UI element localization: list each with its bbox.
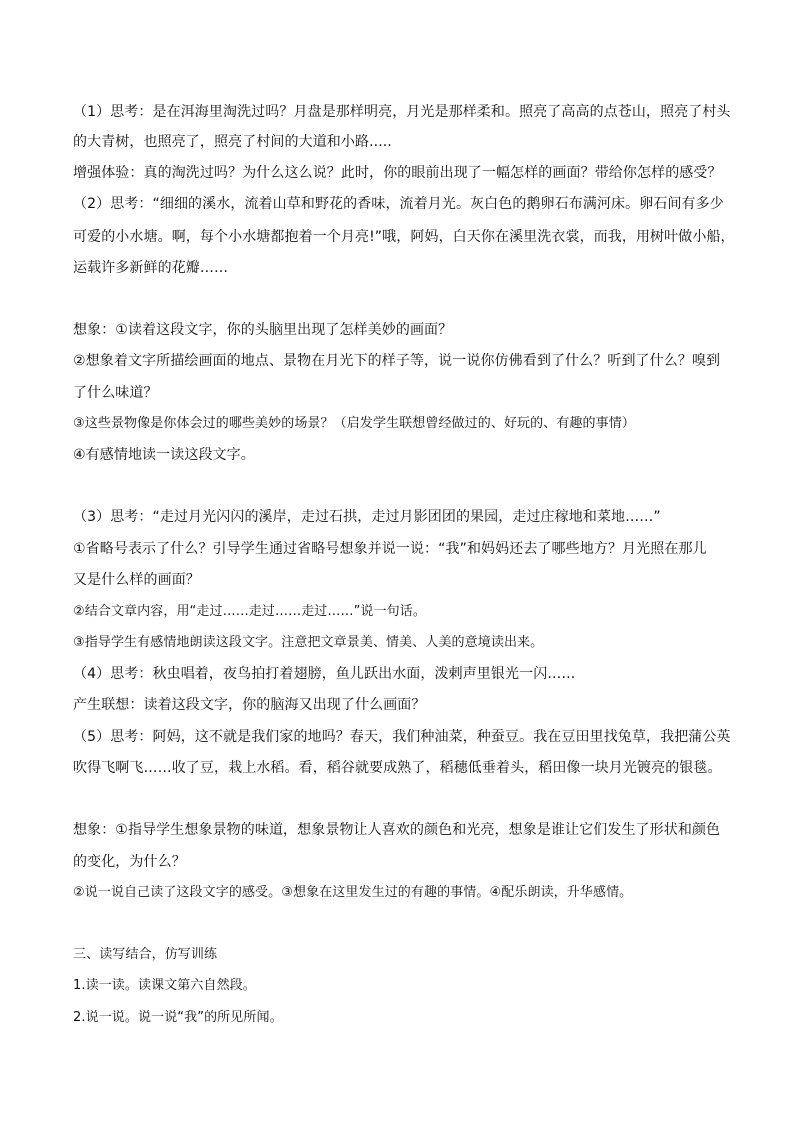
paragraph-line-4: （2）思考：“细细的溪水，流着山草和野花的香味，流着月光。灰白色的鹅卵石布满河床。卵石间有多少 <box>73 196 724 212</box>
paragraph-line-1: （1）思考：是在洱海里淘洗过吗？月盘是那样明亮，月光是那样柔和。照亮了高高的点苍山，照亮了村头 <box>73 104 731 120</box>
paragraph-line-8: ②想象着文字所描绘画面的地点、景物在月光下的样子等，说一说你仿佛看到了什么？听到了什么？嗅到 <box>73 353 721 369</box>
paragraph-line-15: ②结合文章内容，用“走过……走过……走过……”说一句话。 <box>73 604 426 619</box>
paragraph-line-18: 产生联想：读着这段文字，你的脑海又出现了什么画面？ <box>73 697 426 713</box>
paragraph-line-16: ③指导学生有感情地朗读这段文字。注意把文章景美、情美、人美的意境读出来。 <box>73 635 544 650</box>
list-item-2: 2.说一说。说一说“我”的所见所闻。 <box>73 1010 283 1025</box>
paragraph-line-3: 增强体验：真的淘洗过吗？为什么这么说？此时，你的眼前出现了一幅怎样的画面？带给你怎样的感受？ <box>73 165 722 181</box>
paragraph-line-6: 运载许多新鲜的花瓣…… <box>73 260 229 276</box>
paragraph-line-17: （4）思考：秋虫唱着，夜鸟拍打着翅膀，鱼儿跃出水面，泼剌声里银光一闪…… <box>73 666 576 682</box>
paragraph-line-2: 的大青树，也照亮了，照亮了村间的大道和小路..... <box>73 134 392 150</box>
paragraph-line-7: 想象：①读着这段文字，你的头脑里出现了怎样美妙的画面？ <box>73 322 453 338</box>
paragraph-line-9: 了什么味道？ <box>73 385 158 401</box>
paragraph-line-19: （5）思考：阿妈，这不就是我们家的地吗？春天，我们种油菜，种蚕豆。我在豆田里找兔草，我把蒲公英 <box>73 729 731 745</box>
paragraph-line-11: ④有感情地读一读这段文字。 <box>73 447 255 463</box>
paragraph-line-12: （3）思考：“走过月光闪闪的溪岸，走过石拱，走过月影团团的果园，走过庄稼地和菜地……” <box>73 509 661 525</box>
paragraph-line-21: 想象：①指导学生想象景物的味道，想象景物让人喜欢的颜色和光亮，想象是谁让它们发生了形状和颜色 <box>73 822 721 838</box>
list-item-1: 1.读一读。读课文第六自然段。 <box>73 978 256 993</box>
paragraph-line-5: 可爱的小水塘。啊，每个小水塘都抱着一个月亮!”哦，阿妈，白天你在溪里洗衣裳，而我，用树叶做小船， <box>73 229 735 245</box>
paragraph-line-22: 的变化，为什么？ <box>73 854 186 870</box>
paragraph-line-14: 又是什么样的画面？ <box>73 572 200 588</box>
paragraph-line-23: ②说一说自己读了这段文字的感受。③想象在这里发生过的有趣的事情。④配乐朗读，升华感情。 <box>73 885 633 900</box>
paragraph-line-10: ③这些景物像是你体会过的哪些美妙的场景？（启发学生联想曾经做过的、好玩的、有趣的事情） <box>73 416 635 431</box>
paragraph-line-13: ①省略号表示了什么？引导学生通过省略号想象并说一说：“我”和妈妈还去了哪些地方？月光照在那儿 <box>73 541 707 557</box>
paragraph-line-20: 吹得飞啊飞……收了豆，栽上水稻。看，稻谷就要成熟了，稻穗低垂着头，稻田像一块月光镀亮的银毯。 <box>73 760 722 776</box>
section-heading: 三、读写结合，仿写训练 <box>73 947 218 962</box>
